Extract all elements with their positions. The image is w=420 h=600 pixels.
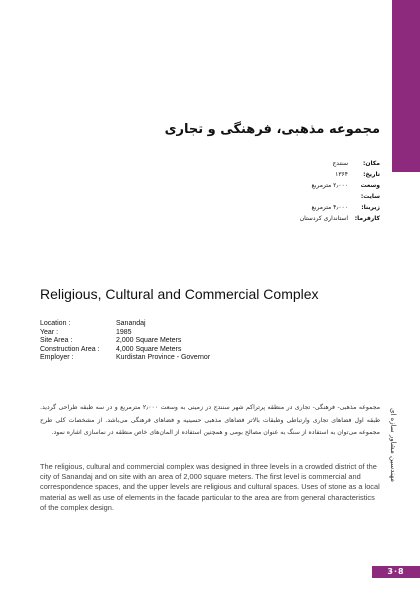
english-info-value: 4,000 Square Meters [116,345,182,353]
english-info-row [40,346,210,355]
side-vertical-text: مهندسین مشاور سازه ای [389,407,397,483]
english-info-row [40,337,210,346]
english-info-key: Year : [40,328,59,336]
persian-info-row [230,158,380,169]
persian-info-key: تاریخ: [363,171,380,178]
page-number: 3·8 [372,566,420,578]
persian-title: مجموعه مذهبی، فرهنگی و تجاری [164,122,380,137]
persian-info-key: وسعت سایت: [360,182,380,200]
accent-bar-top [392,0,420,172]
english-info-value: 2,000 Square Meters [116,337,182,344]
persian-info-row [230,180,380,202]
persian-info-value: ۴٫۰۰۰ مترمربع [311,204,348,211]
english-info [40,320,210,363]
persian-info-value: استانداری کردستان [299,215,348,222]
persian-info-row [230,169,380,180]
persian-info-value: ۲٫۰۰۰ مترمربع [311,182,348,189]
persian-info-row [230,213,380,224]
persian-info-key: زیربنا: [361,204,380,211]
english-info-value: 1985 [116,328,132,336]
english-info-row [40,329,210,338]
persian-info [230,158,380,224]
side-vertical-label [388,350,398,540]
english-info-key: Site Area : [40,337,73,344]
english-info-key: Location : [40,320,71,327]
english-paragraph: The religious, cultural and commercial complex was designed in three levels in a crowded district of the city of Sanandaj and on site with an area of 2,000 square meters. The first level is commercial and correspondence spaces, and the upper levels are religious and cultural spaces. Uses of stone as a local material as well as use of elements in the facade particular to the area are from general characteristics of the complex design. [40,462,380,512]
english-title: Religious, Cultural and Commercial Complex [40,286,319,302]
persian-info-value: ۱۳۶۴ [335,171,348,178]
english-info-value: Kurdistan Province - Governor [116,354,211,361]
persian-info-value: سنندج [332,160,348,167]
persian-info-key: کارفرما: [354,215,380,222]
english-info-row [40,354,210,363]
persian-paragraph: مجموعه مذهبی- فرهنگی- تجاری در منطقه پرتراکم شهر سنندج در زمینی به وسعت ۲٫۰۰۰ مترمربع و در سه طبقه طراحی گردید. طبقه اول فضاهای تجاری وارتباطی وطبقات بالاتر فضاهای مذهبی حسینیه و فضاهای فرهنگی می‌باشد. از مشخصات کلی طرح مجموعه می‌توان به استفاده از سنگ به عنوان مصالح بومی و همچنین استفاده از المان‌های خاص منطقه در نماسازی اشاره نمود. [40,404,381,436]
english-info-value: Sanandaj [116,320,146,327]
persian-info-key: مکان: [363,160,380,167]
persian-info-row [230,202,380,213]
english-info-key: Employer : [40,354,74,361]
english-info-key: Construction Area : [40,345,100,353]
english-info-row [40,320,210,329]
